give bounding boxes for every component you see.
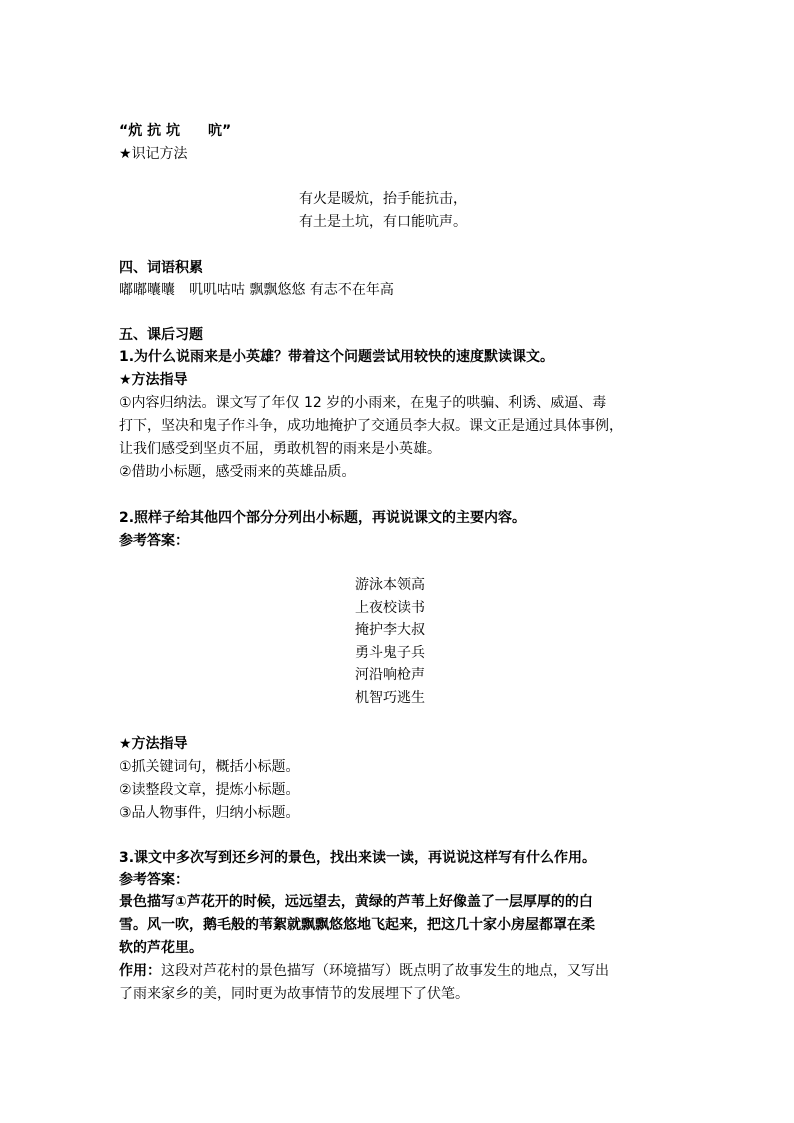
rhyme-line-1: 有火是暖炕，抬手能抗击， bbox=[299, 191, 467, 207]
q1-question: 1.为什么说雨来是小英雄？带着这个问题尝试用较快的速度默读课文。 bbox=[119, 349, 555, 365]
q3-scenery-line: 软的芦花里。 bbox=[119, 940, 203, 956]
subtitle-item: 掩护李大叔 bbox=[355, 622, 425, 638]
q1-line: 打下，坚决和鬼子作斗争，成功地掩护了交通员李大叔。课文正是通过具体事例， bbox=[119, 418, 623, 434]
q3-answer-label: 参考答案： bbox=[119, 872, 189, 888]
q3-question: 3.课文中多次写到还乡河的景色，找出来读一读，再说说这样写有什么作用。 bbox=[119, 850, 597, 866]
subtitle-item: 机智巧逃生 bbox=[355, 689, 425, 706]
q1-line: 让我们感受到坚贞不屈，勇敢机智的雨来是小英雄。 bbox=[119, 441, 441, 457]
subtitle-item: 河沿响枪声 bbox=[355, 667, 425, 683]
section5-heading: 五、课后习题 bbox=[119, 327, 203, 343]
subtitle-item: 上夜校读书 bbox=[355, 599, 425, 616]
q2-answer-label: 参考答案： bbox=[119, 533, 189, 549]
effect-label: 作用： bbox=[119, 963, 161, 979]
subtitle-item: 游泳本领高 bbox=[355, 577, 425, 593]
q2-method: ①抓关键词句，概括小标题。 bbox=[119, 759, 300, 775]
q1-method-heading: ★方法指导 bbox=[119, 372, 188, 388]
q2-method-heading: ★方法指导 bbox=[119, 736, 188, 752]
subtitle-item: 勇斗鬼子兵 bbox=[355, 644, 425, 661]
rhyme-line-2: 有土是土坑，有口能吭声。 bbox=[299, 214, 467, 230]
q2-method: ③品人物事件，归纳小标题。 bbox=[119, 805, 300, 821]
q2-method: ②读整段文章，提炼小标题。 bbox=[119, 782, 300, 798]
section4-words: 嘟嘟囔囔 叽叽咕咕 飘飘悠悠 有志不在年高 bbox=[119, 282, 394, 298]
q1-line: ②借助小标题，感受雨来的英雄品质。 bbox=[119, 464, 356, 480]
section4-heading: 四、词语积累 bbox=[119, 260, 203, 276]
memory-method-heading-text: 识记方法 bbox=[131, 146, 188, 162]
q3-effect-line: 了雨来家乡的美，同时更为故事情节的发展埋下了伏笔。 bbox=[119, 986, 469, 1002]
effect-text: 这段对芦花村的景色描写（环境描写）既点明了故事发生的地点，又写出 bbox=[161, 963, 609, 979]
q2-question: 2.照样子给其他四个部分分列出小标题，再说说课文的主要内容。 bbox=[119, 510, 527, 526]
subtitle-list bbox=[355, 574, 425, 709]
q3-scenery-line: 景色描写①芦花开的时候，远远望去，黄绿的芦苇上好像盖了一层厚厚的的白 bbox=[119, 894, 593, 910]
memory-method-heading bbox=[119, 144, 188, 164]
q1-line: ①内容归纳法。课文写了年仅 12 岁的小雨来，在鬼子的哄骗、利诱、威逼、毒 bbox=[119, 395, 607, 411]
star-icon: ★ bbox=[119, 146, 132, 162]
q3-effect-line bbox=[119, 961, 609, 981]
char-group: “炕 抗 坑 吭” bbox=[119, 123, 232, 139]
q3-scenery-line: 雪。风一吹，鹅毛般的苇絮就飘飘悠悠地飞起来，把这几十家小房屋都罩在柔 bbox=[119, 917, 595, 933]
